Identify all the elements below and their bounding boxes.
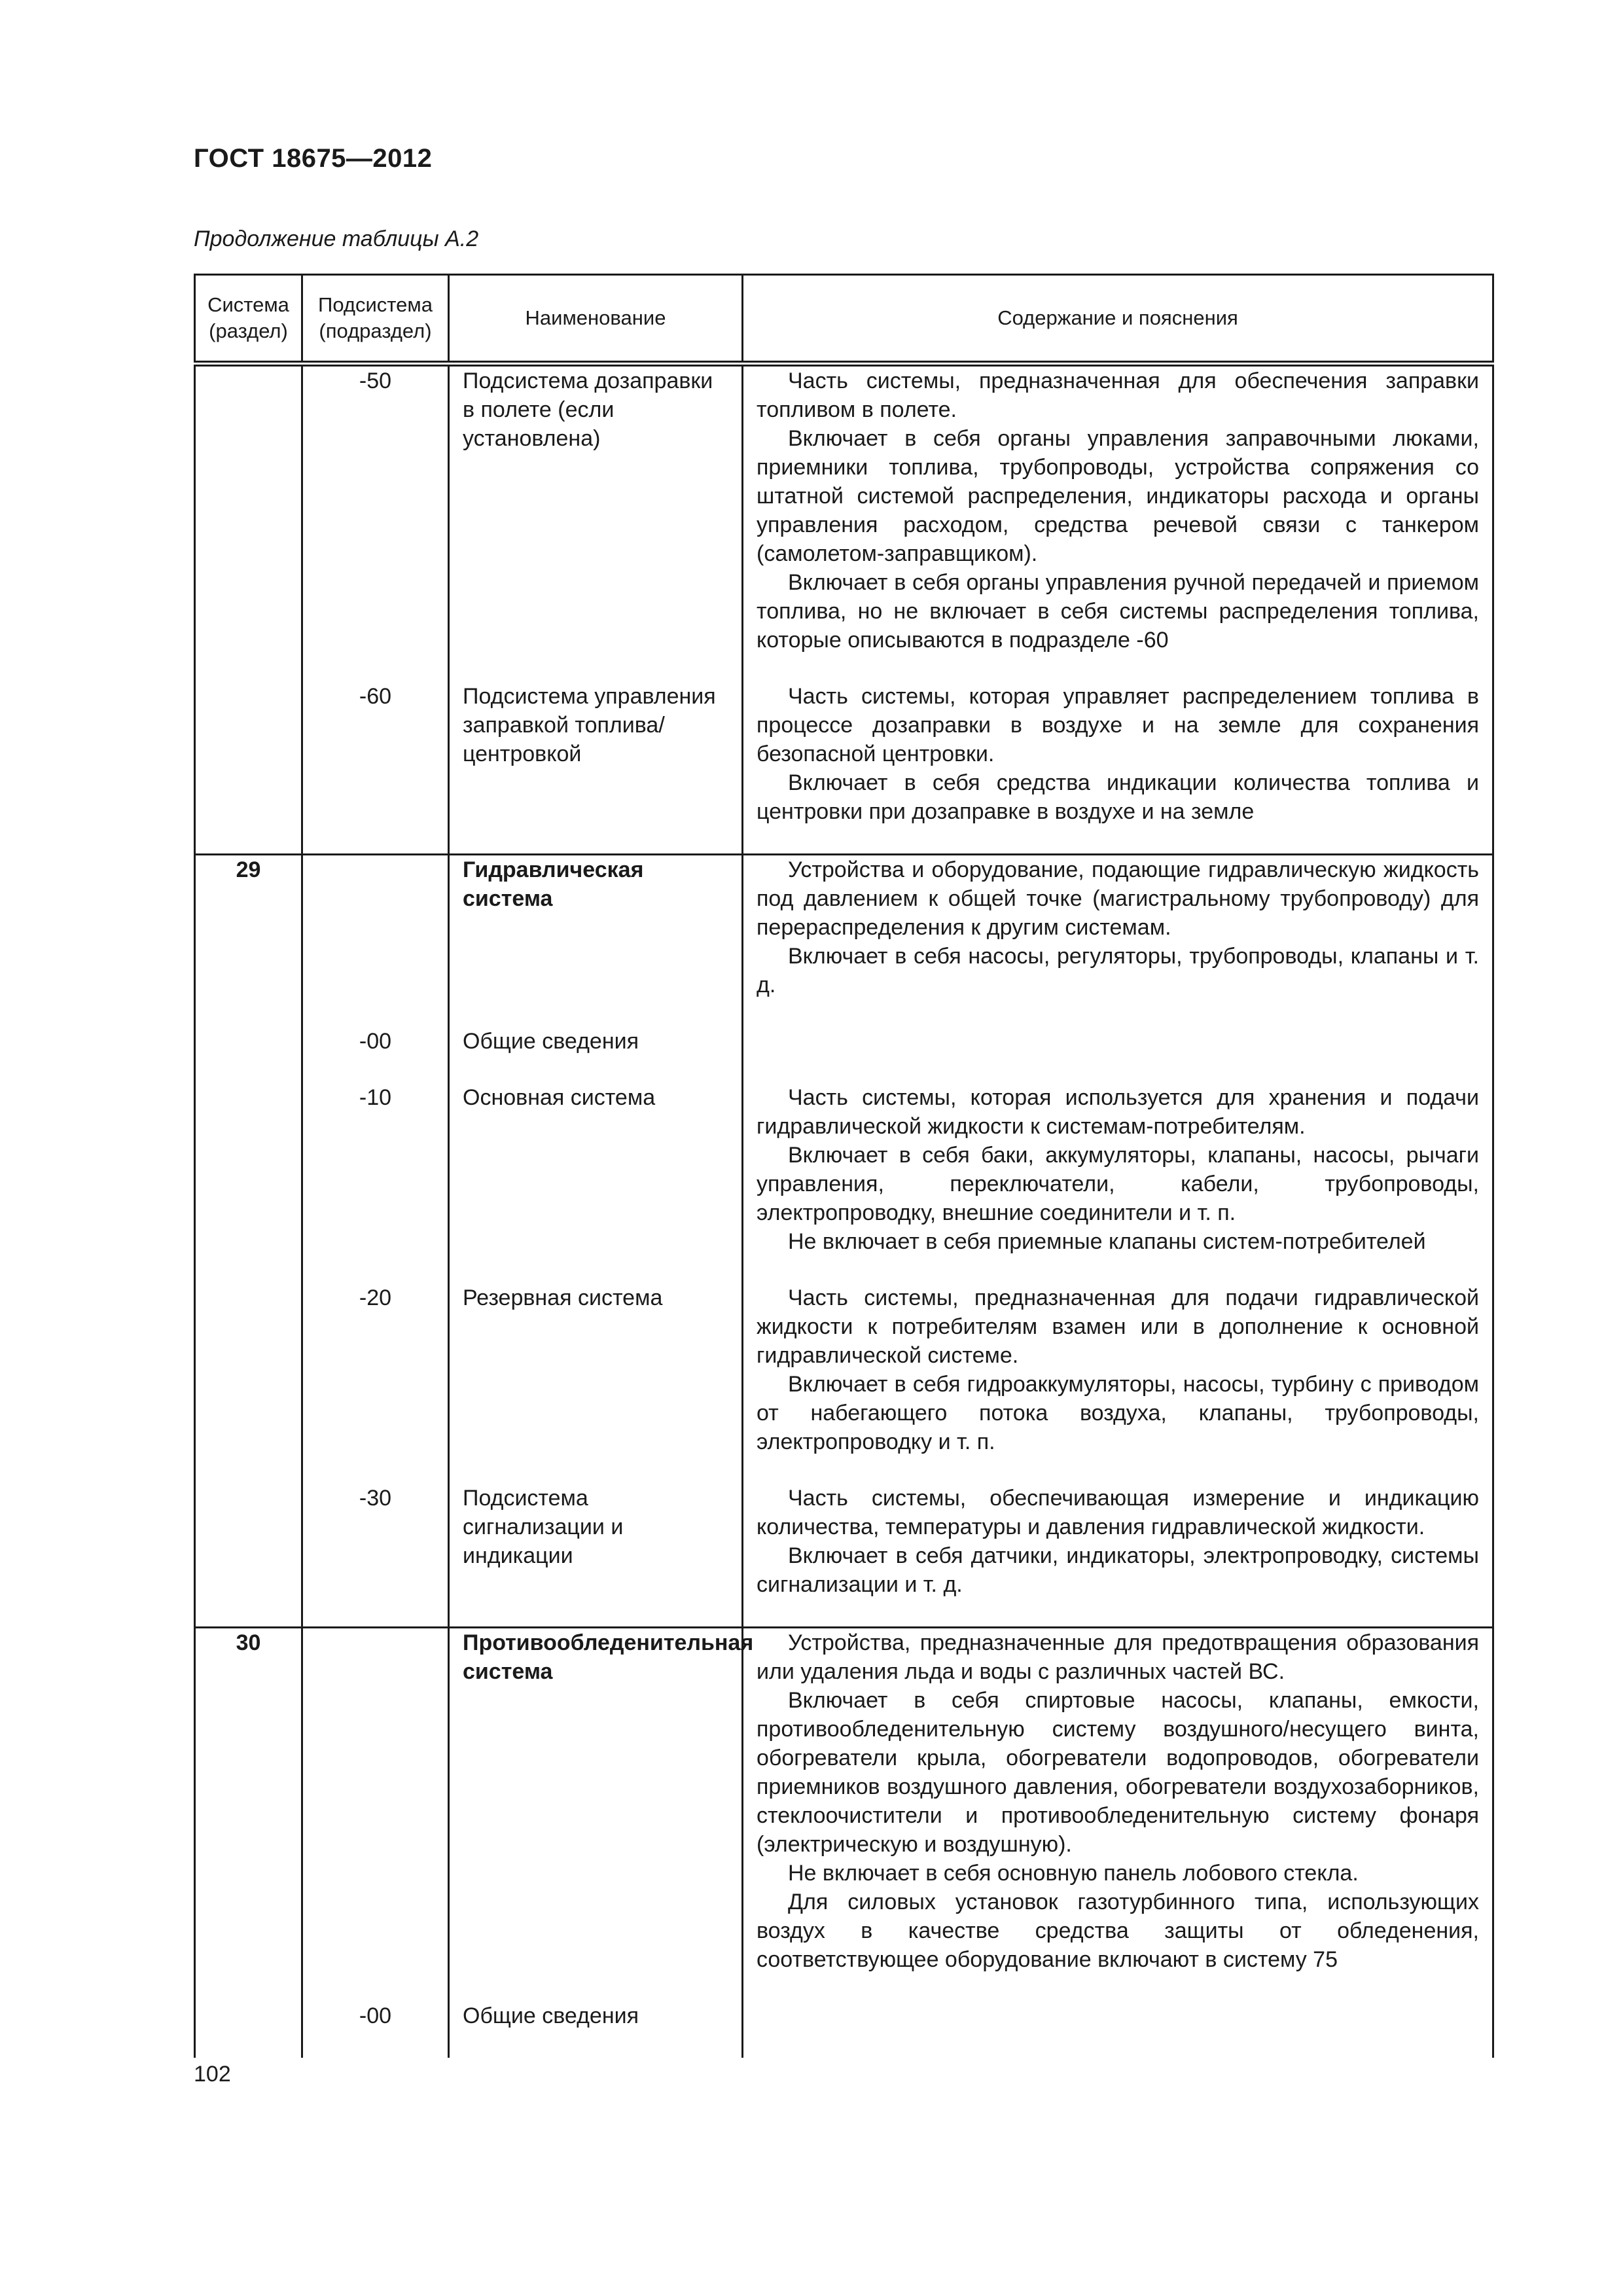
description-paragraph: Включает в себя насосы, регуляторы, трубопроводы, клапаны и т. д. <box>757 944 1479 997</box>
system-cell: 29 <box>195 855 302 1028</box>
description-paragraph: Не включает в себя основную панель лобового стекла. <box>788 1861 1359 1886</box>
description-paragraph: Устройства, предназначенные для предотвращения образования или удаления льда и воды с различных частей ВС. <box>757 1630 1479 1684</box>
name-cell: Общие сведения <box>449 1027 743 1083</box>
description-cell <box>743 1628 1493 2002</box>
description-cell <box>743 1484 1493 1628</box>
table-row <box>195 1484 1493 1628</box>
system-cell: 30 <box>195 1628 302 2002</box>
system-cell <box>195 364 302 683</box>
column-header-description: Содержание и пояснения <box>743 275 1493 364</box>
name-cell: Подсистема дозаправки в полете (если установлена) <box>449 364 743 683</box>
description-cell <box>743 364 1493 683</box>
subsystem-cell: -00 <box>302 2001 449 2058</box>
description-paragraph: Включает в себя органы управления заправочными люками, приемники топлива, трубопроводы, устройства сопряжения со штатной системой распределения, индикаторы расхода и органы управления расходом, средства речевой связи с танкером (самолетом-заправщиком). <box>757 426 1479 566</box>
table-row <box>195 1027 1493 1083</box>
subsystem-cell <box>302 855 449 1028</box>
subsystem-cell: -60 <box>302 682 449 855</box>
table-row <box>195 1083 1493 1283</box>
description-paragraph: Устройства и оборудование, подающие гидравлическую жидкость под давлением к общей точке (магистральному трубопроводу) для перераспределения к другим системам. <box>757 857 1479 940</box>
system-cell <box>195 1283 302 1484</box>
description-cell <box>743 1027 1493 1083</box>
description-paragraph: Включает в себя баки, аккумуляторы, клапаны, насосы, рычаги управления, переключатели, кабели, трубопроводы, электропроводку, внешние соединители и т. п. <box>757 1143 1479 1225</box>
subsystem-cell: -00 <box>302 1027 449 1083</box>
system-cell <box>195 1027 302 1083</box>
page-number: 102 <box>194 2062 231 2087</box>
name-cell: Общие сведения <box>449 2001 743 2058</box>
description-paragraph: Не включает в себя приемные клапаны систем-потребителей <box>788 1229 1426 1254</box>
table-row <box>195 1628 1493 2002</box>
description-cell <box>743 682 1493 855</box>
description-paragraph: Для силовых установок газотурбинного типа, использующих воздух в качестве средства защиты от обледенения, соответствующее оборудование включают в систему 75 <box>757 1890 1479 1972</box>
system-cell <box>195 682 302 855</box>
subsystem-cell: -30 <box>302 1484 449 1628</box>
description-paragraph: Включает в себя спиртовые насосы, клапаны, емкости, противообледенительную систему воздушного/несущего винта, обогреватели крыла, обогреватели водопроводов, обогреватели приемников воздушного давления, обогреватели воздухозаборников, стеклоочистители и противообледенительную систему фонаря (электрическую и воздушную). <box>757 1688 1479 1857</box>
name-cell: Гидравлическая система <box>449 855 743 1028</box>
description-paragraph: Включает в себя средства индикации количества топлива и центровки при дозаправке в воздухе и на земле <box>757 770 1479 824</box>
description-paragraph: Включает в себя органы управления ручной передачей и приемом топлива, но не включает в себя системы распределения топлива, которые описываются в подразделе -60 <box>757 570 1479 653</box>
name-cell: Основная система <box>449 1083 743 1283</box>
description-cell <box>743 1083 1493 1283</box>
description-paragraph: Часть системы, которая управляет распределением топлива в процессе дозаправки в воздухе и на земле для сохранения безопасной центровки. <box>757 684 1479 766</box>
system-cell <box>195 2001 302 2058</box>
systems-table <box>194 274 1494 2058</box>
description-cell <box>743 1283 1493 1484</box>
table-row <box>195 364 1493 683</box>
description-paragraph: Часть системы, предназначенная для подачи гидравлической жидкости к потребителям взамен или в дополнение к основной гидравлической системе. <box>757 1285 1479 1368</box>
name-cell: Подсистема управления заправкой топлива/центровкой <box>449 682 743 855</box>
name-cell: Подсистема сигнализации и индикации <box>449 1484 743 1628</box>
description-cell <box>743 2001 1493 2058</box>
table-container <box>194 274 1492 2034</box>
table-header-row <box>195 275 1493 364</box>
table-caption: Продолжение таблицы А.2 <box>194 226 479 251</box>
system-cell <box>195 1083 302 1283</box>
column-header-subsystem: Подсистема (подраздел) <box>302 275 449 364</box>
name-cell: Резервная система <box>449 1283 743 1484</box>
column-header-name: Наименование <box>449 275 743 364</box>
description-paragraph: Часть системы, обеспечивающая измерение и индикацию количества, температуры и давления гидравлической жидкости. <box>757 1486 1479 1539</box>
table-row <box>195 2001 1493 2058</box>
description-paragraph: Включает в себя датчики, индикаторы, электропроводку, системы сигнализации и т. д. <box>757 1543 1479 1597</box>
description-paragraph: Включает в себя гидроаккумуляторы, насосы, турбину с приводом от набегающего потока воздуха, клапаны, трубопроводы, электропроводку и т. п. <box>757 1372 1479 1454</box>
subsystem-cell <box>302 1628 449 2002</box>
system-cell <box>195 1484 302 1628</box>
description-paragraph: Часть системы, которая используется для хранения и подачи гидравлической жидкости к системам-потребителям. <box>757 1085 1479 1139</box>
subsystem-cell: -50 <box>302 364 449 683</box>
description-cell <box>743 855 1493 1028</box>
name-cell: Противообледенительная система <box>449 1628 743 2002</box>
document-header: ГОСТ 18675—2012 <box>194 144 433 173</box>
subsystem-cell: -20 <box>302 1283 449 1484</box>
description-paragraph: Часть системы, предназначенная для обеспечения заправки топливом в полете. <box>757 368 1479 422</box>
table-row <box>195 855 1493 1028</box>
column-header-system: Система (раздел) <box>195 275 302 364</box>
table-row <box>195 1283 1493 1484</box>
table-row <box>195 682 1493 855</box>
subsystem-cell: -10 <box>302 1083 449 1283</box>
